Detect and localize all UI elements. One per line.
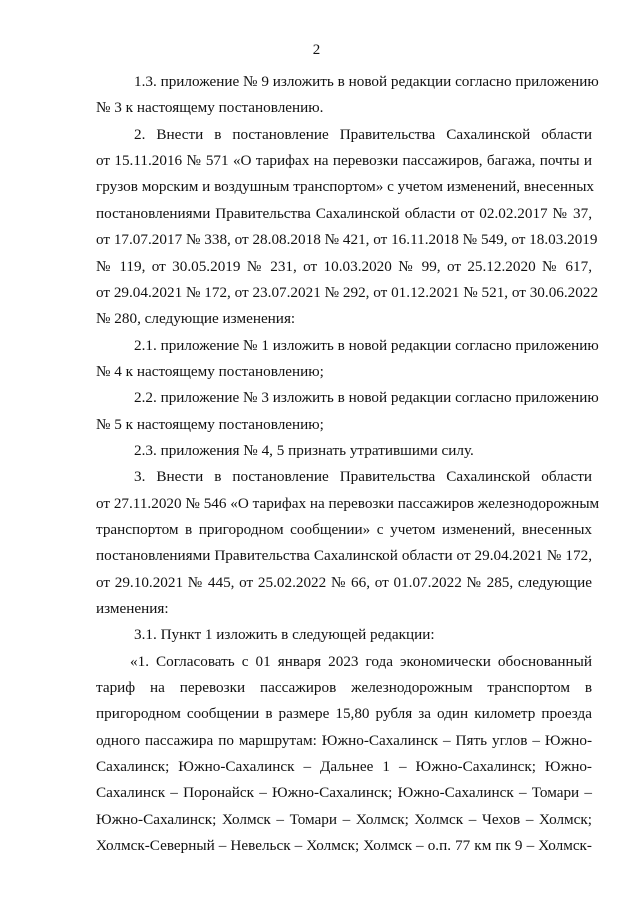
text-line: 3.1. Пункт 1 изложить в следующей редакции:: [134, 626, 435, 643]
text-line: одного пассажира по маршрутам: Южно-Сахалинск – Пять углов – Южно-: [96, 732, 592, 749]
text-line: от 27.11.2020 № 546 «О тарифах на перевозки пассажиров железнодорожным: [96, 495, 600, 512]
text-line: пригородном сообщении в размере 15,80 рубля за один километр проезда: [96, 705, 592, 722]
text-line: Южно-Сахалинск; Холмск – Томари – Холмск; Холмск – Чехов – Холмск;: [96, 811, 592, 828]
text-line: «1. Согласовать с 01 января 2023 года экономически обоснованный: [130, 653, 592, 670]
text-line: постановлениями Правительства Сахалинской области от 29.04.2021 № 172,: [96, 547, 592, 564]
text-line: № 3 к настоящему постановлению.: [96, 99, 324, 116]
text-line: Холмск-Северный – Невельск – Холмск; Холмск – о.п. 77 км пк 9 – Холмск-: [96, 837, 592, 854]
text-line: 3. Внести в постановление Правительства Сахалинской области: [134, 468, 592, 485]
text-line: № 280, следующие изменения:: [96, 310, 296, 327]
text-line: № 119, от 30.05.2019 № 231, от 10.03.2020 № 99, от 25.12.2020 № 617,: [96, 258, 592, 275]
text-line: транспортом в пригородном сообщении» с учетом изменений, внесенных: [96, 521, 592, 538]
text-line: № 4 к настоящему постановлению;: [96, 363, 324, 380]
text-line: 2.3. приложения № 4, 5 признать утратившими силу.: [134, 442, 474, 459]
text-line: изменения:: [96, 600, 169, 617]
text-line: от 29.04.2021 № 172, от 23.07.2021 № 292, от 01.12.2021 № 521, от 30.06.2022: [96, 284, 599, 301]
text-line: тариф на перевозки пассажиров железнодорожным транспортом в: [96, 679, 592, 696]
text-line: 1.3. приложение № 9 изложить в новой редакции согласно приложению: [134, 73, 599, 90]
text-line: от 17.07.2017 № 338, от 28.08.2018 № 421, от 16.11.2018 № 549, от 18.03.2019: [96, 231, 598, 248]
text-line: 2.2. приложение № 3 изложить в новой редакции согласно приложению: [134, 389, 599, 406]
text-line: от 15.11.2016 № 571 «О тарифах на перевозки пассажиров, багажа, почты и: [96, 152, 592, 169]
text-line: 2. Внести в постановление Правительства Сахалинской области: [134, 126, 592, 143]
text-line: 2.1. приложение № 1 изложить в новой редакции согласно приложению: [134, 337, 599, 354]
text-line: № 5 к настоящему постановлению;: [96, 416, 324, 433]
text-line: Сахалинск – Поронайск – Южно-Сахалинск; Южно-Сахалинск – Томари –: [96, 784, 592, 801]
text-line: постановлениями Правительства Сахалинской области от 02.02.2017 № 37,: [96, 205, 592, 222]
text-line: Сахалинск; Южно-Сахалинск – Дальнее 1 – Южно-Сахалинск; Южно-: [96, 758, 592, 775]
page-number: 2: [312, 42, 321, 58]
text-line: от 29.10.2021 № 445, от 25.02.2022 № 66, от 01.07.2022 № 285, следующие: [96, 574, 592, 591]
text-line: грузов морским и воздушным транспортом» с учетом изменений, внесенных: [96, 178, 594, 195]
